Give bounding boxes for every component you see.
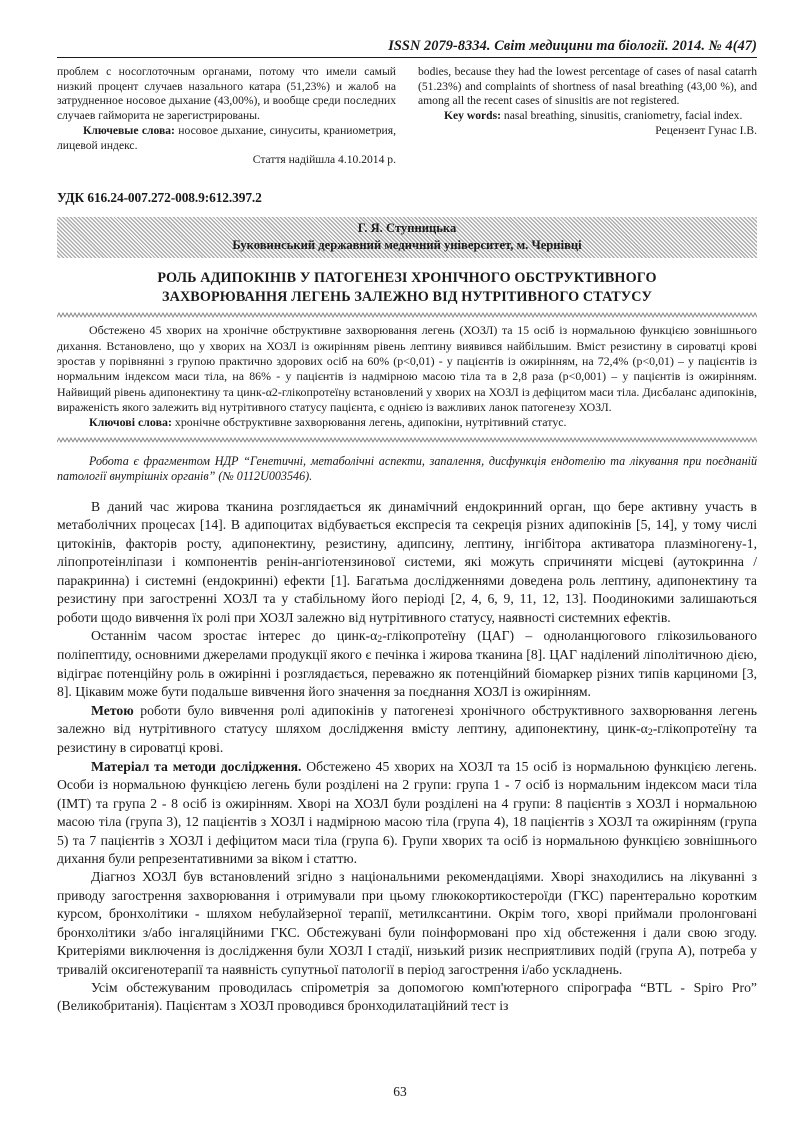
body-paragraph-3: [57, 702, 757, 758]
abstract-keywords: [57, 415, 757, 430]
wavy-rule-top: [57, 312, 757, 319]
right-keywords: [418, 109, 757, 124]
wavy-rule-bottom: [57, 437, 757, 444]
header-rule: [57, 57, 757, 58]
left-keywords: [57, 124, 396, 153]
author-name: Г. Я. Ступницька: [357, 221, 457, 236]
left-keywords-label: Ключевые слова:: [83, 123, 175, 137]
udc-code: УДК 616.24-007.272-008.9:612.397.2: [57, 190, 262, 206]
body-p2-part-b: -глікопротеїну (ЦАГ) – одноланцюгового глікозильованого поліпептиду, основними джерелами продукції якого є печінка і жирова тканина [8]. ЦАГ наділений ліполітичною дією, відіграє потенційну роль в ожирінні і розглядається, переважно як потенційний біомаркер різних типів карциноми [3, 8]. Цікавим може бути подальше вивчення його значення за поєднання ХОЗЛ із ожирінням.: [57, 627, 757, 700]
body-p3-part-a: роботи було вивчення ролі адипокінів у патогенезі хронічного обструктивного захворювання легень залежно від нутрітивного статусу шляхом дослідження вмісту лептину, адипонектину, цинк-α: [57, 702, 757, 737]
right-abstract-body: bodies, because they had the lowest percentage of cases of nasal catarrh (51.23%) and complaints of shortness of nasal breathing (43,00 %), and among all the recent cases of sinusitis are not registered.: [418, 65, 757, 108]
page-number: 63: [393, 1084, 407, 1099]
funding-note: Робота є фрагментом НДР “Генетичні, метаболічні аспекти, запалення, дисфункція ендотелію та лікування при поєднаній патології внутрішніх органів” (№ 0112U003546).: [57, 453, 757, 484]
body-p2-subscript: 2: [377, 634, 383, 646]
body-p4-lead: Матеріал та методи дослідження.: [91, 758, 302, 774]
two-column-block: [57, 65, 757, 168]
body-paragraph-1: В даний час жирова тканина розглядається як динамічний ендокринний орган, що бере активну участь в метаболічних процесах [14]. В адипоцитах відбувається експресія та секреція різних адипокінів [5, 14], у тому числі цитокінів, факторів росту, адипонектину, резистину, адипсину, лептину, інгібітора активатора плазміногену-1, ліпопротеінліпази і компонентів ренін-ангіотензинової системи, які можуть спричиняти місцеві (аутокринна / паракринна) і системні (ендокринні) ефекти [1]. Багатьма дослідженнями доведена роль лептину, адипонектину та резистину при загостренні ХОЗЛ та у стабільному його періоді [2, 4, 6, 9, 11, 12, 13]. Поодинокими залишаються роботи щодо вивчення їх ролі при ХОЗЛ залежно від нутрітивного статусу, наявності системних ефектів.: [57, 499, 757, 625]
article-body: [57, 498, 757, 1016]
body-paragraph-4: [57, 758, 757, 869]
right-keywords-label: Key words:: [444, 109, 501, 123]
left-keywords-text: носовое дыхание, синуситы, краниометрия, лицевой индекс.: [57, 123, 396, 152]
body-p3-lead: Метою: [91, 702, 134, 718]
abstract-paragraph: Обстежено 45 хворих на хронічне обструктивне захворювання легень (ХОЗЛ) та 15 осіб із нормальною функцією зовнішнього дихання. Встановлено, що у хворих на ХОЗЛ із ожирінням рівень лептину виявився найбільшим. Вміст резистину в сироватці крові зростав у порівнянні з групою практично здорових осіб на 60% (р<0,01) - у пацієнтів із ожирінням, на 72,4% (р<0,01) – у пацієнтів із нормальним індексом маси тіла, на 86% - у пацієнтів із надмірною масою тіла та в 2,8 раза (р<0,001) – у пацієнтів із ожирінням. Найвищий рівень адипонектину та цинк-α2-глікопротеїну встановлений у хворих на ХОЗЛ із дефіцитом маси тіла. Дисбаланс адипокінів, вираженість якого залежить від нутрітивного статусу пацієнта, є однією із важливих ланок патогенезу ХОЗЛ.: [57, 323, 757, 414]
column-right: [418, 65, 757, 168]
left-abstract-body: проблем с носоглоточным органами, потому что имели самый низкий процент случаев назального катара (51,23%) и жалоб на затрудненное носовое дыхание (43,00%), и вообще среди последних случаев гайморита не зарегистрированы.: [57, 65, 396, 123]
running-head: ISSN 2079-8334. Світ медицини та біології. 2014. № 4(47): [388, 38, 757, 54]
affiliation: Буковинський державний медичний університет, м. Чернівці: [232, 238, 582, 253]
body-paragraph-5: Діагноз ХОЗЛ був встановлений згідно з національними рекомендаціями. Хворі знаходились на лікуванні з приводу загострення захворювання і отримували при цьому глюкокортикостероїди (ГКС) парентерально коротким курсом, бронхолітики - шляхом небулайзерної терапії, метилксантини. Окрім того, хворі приймали пролонговані бронхолітики з/або інгаляційними ГКС. Обстежувані були поінформовані про хід обстеження і дали свою згоду. Критеріями виключення із дослідження були ХОЗЛ І стадії, низький ризик несприятливих подій (група А), потреба у тривалій оксигенотерапії та наявність супутньої патології в період загострення і/або ускладнень.: [57, 869, 757, 977]
column-left: [57, 65, 396, 168]
author-affiliation-band: [57, 217, 757, 258]
abstract-block: [57, 323, 757, 430]
body-paragraph-6: Усім обстежуваним проводилась спірометрія за допомогою комп'ютерного спірографа “BTL - Spiro Pro” (Великобританія). Пацієнтам з ХОЗЛ проводився бронходилатаційний тест із: [57, 979, 757, 1014]
article-title: [57, 269, 757, 306]
reviewer-name: Рецензент Гунас І.В.: [655, 123, 757, 137]
article-title-line-2: ЗАХВОРЮВАННЯ ЛЕГЕНЬ ЗАЛЕЖНО ВІД НУТРІТИВНОГО СТАТУСУ: [162, 288, 652, 305]
body-p3-part-b: -глікопротеїну та резистину в сироватці крові.: [57, 721, 757, 756]
page-content: [57, 38, 757, 1016]
body-p3-subscript: 2: [647, 727, 653, 739]
abstract-keywords-text: хронічне обструктивне захворювання легень, адипокіни, нутрітивний статус.: [171, 415, 567, 430]
article-title-line-1: РОЛЬ АДИПОКІНІВ У ПАТОГЕНЕЗІ ХРОНІЧНОГО ОБСТРУКТИВНОГО: [157, 270, 657, 287]
right-keywords-text: nasal breathing, sinusitis, craniometry, facial index.: [501, 109, 743, 123]
body-paragraph-2: [57, 627, 757, 702]
abstract-keywords-label: Ключові слова:: [89, 415, 172, 430]
body-p2-part-a: Останнім часом зростає інтерес до цинк-α: [91, 627, 378, 643]
body-p4-text: Обстежено 45 хворих на ХОЗЛ та 15 осіб із нормальною функцією легень. Особи із нормальною функцією легень були розділені на 2 групи: група 1 - 7 осіб із нормальним індексом маси тіла (ІМТ) та група 2 - 8 осіб із ожирінням. Хворі на ХОЗЛ були розділені на 4 групи: 8 пацієнтів з ХОЗЛ і нормальною масою тіла (група 3), 12 пацієнтів з ХОЗЛ і надмірною масою тіла (група 4), 18 пацієнтів з ХОЗЛ та ожирінням (група 5) та 7 пацієнтів з ХОЗЛ і дефіцитом маси тіла (група 6). Групи хворих та осіб із нормальною функцією зовнішнього дихання були репрезентативними за віком і статтю.: [57, 758, 757, 867]
received-date: Стаття надійшла 4.10.2014 р.: [252, 153, 396, 167]
